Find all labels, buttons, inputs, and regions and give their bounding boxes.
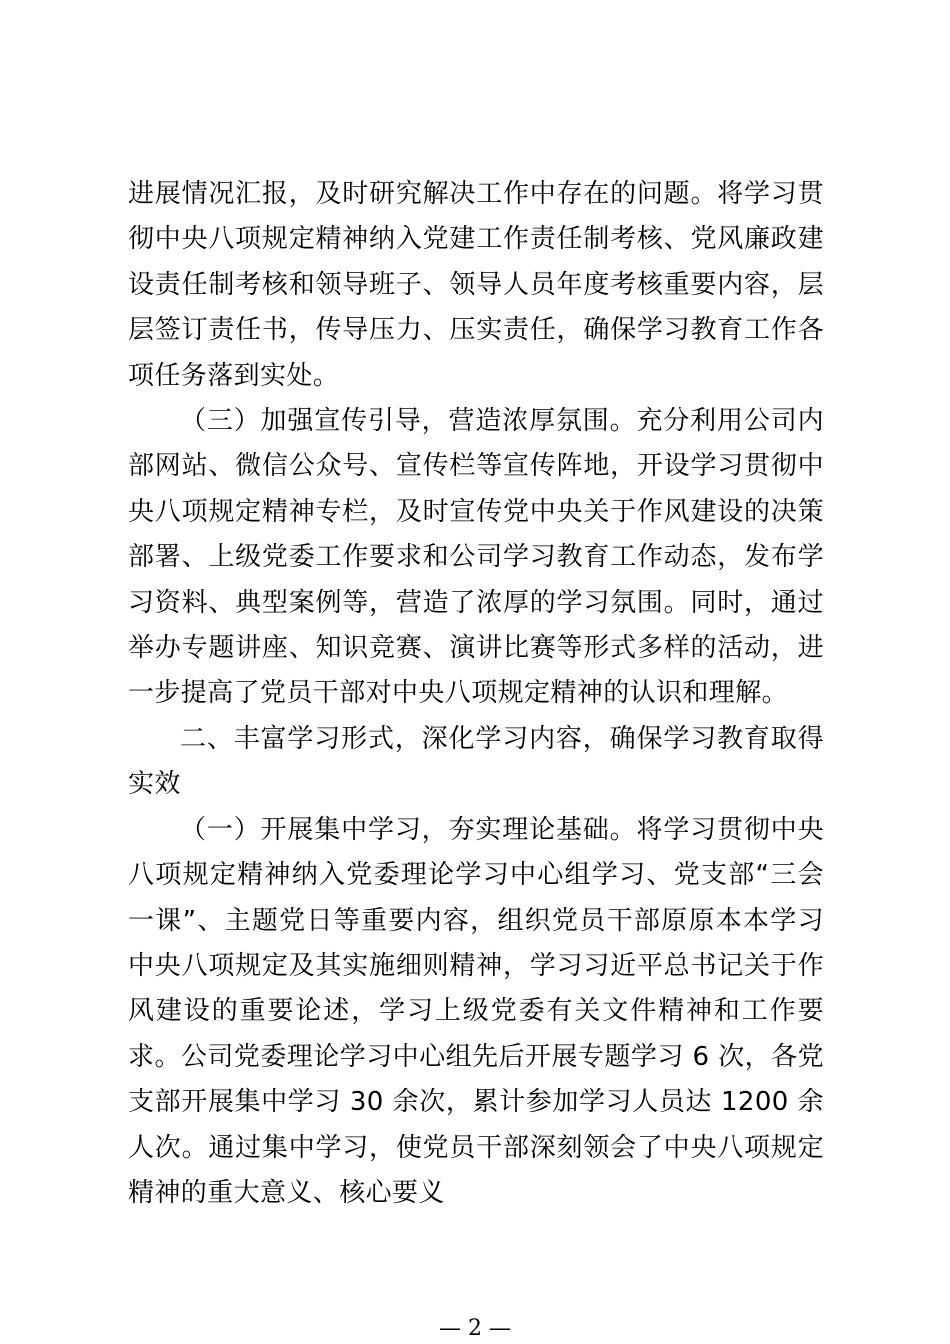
paragraph-continuation: 进展情况汇报，及时研究解决工作中存在的问题。将学习贯彻中央八项规定精神纳入党建工作责任制考核、党风廉政建设责任制考核和领导班子、领导人员年度考核重要内容，层层签订责任书，传导压力、压实责任，确保学习教育工作各项任务落到实处。 bbox=[128, 179, 824, 391]
paragraph-section-3-publicity: （三）加强宣传引导，营造浓厚氛围。充分利用公司内部网站、微信公众号、宣传栏等宣传阵地，开设学习贯彻中央八项规定精神专栏，及时宣传党中央关于作风建设的决策部署、上级党委工作要求和公司学习教育工作动态，发布学习资料、典型案例等，营造了浓厚的学习氛围。同时，通过举办专题讲座、知识竞赛、演讲比赛等形式多样的活动，进一步提高了党员干部对中央八项规定精神的认识和理解。 bbox=[128, 406, 824, 709]
page-number: — 2 — bbox=[439, 1316, 511, 1341]
paragraph-section-1-centralized-study: （一）开展集中学习，夯实理论基础。将学习贯彻中央八项规定精神纳入党委理论学习中心组学习、党支部“三会一课”、主题党日等重要内容，组织党员干部原原本本学习中央八项规定及其实施细则精神，学习习近平总书记关于作风建设的重要论述，学习上级党委有关文件精神和工作要求。公司党委理论学习中心组先后开展专题学习 6 次，各党支部开展集中学习 30 余次，累计参加学习人员达 1200 余人次。通过集中学习，使党员干部深刻领会了中央八项规定精神的重大意义、核心要义 bbox=[128, 814, 824, 1208]
section-heading-2: 二、丰富学习形式，深化学习内容，确保学习教育取得实效 bbox=[128, 723, 824, 800]
document-body bbox=[128, 172, 824, 1216]
